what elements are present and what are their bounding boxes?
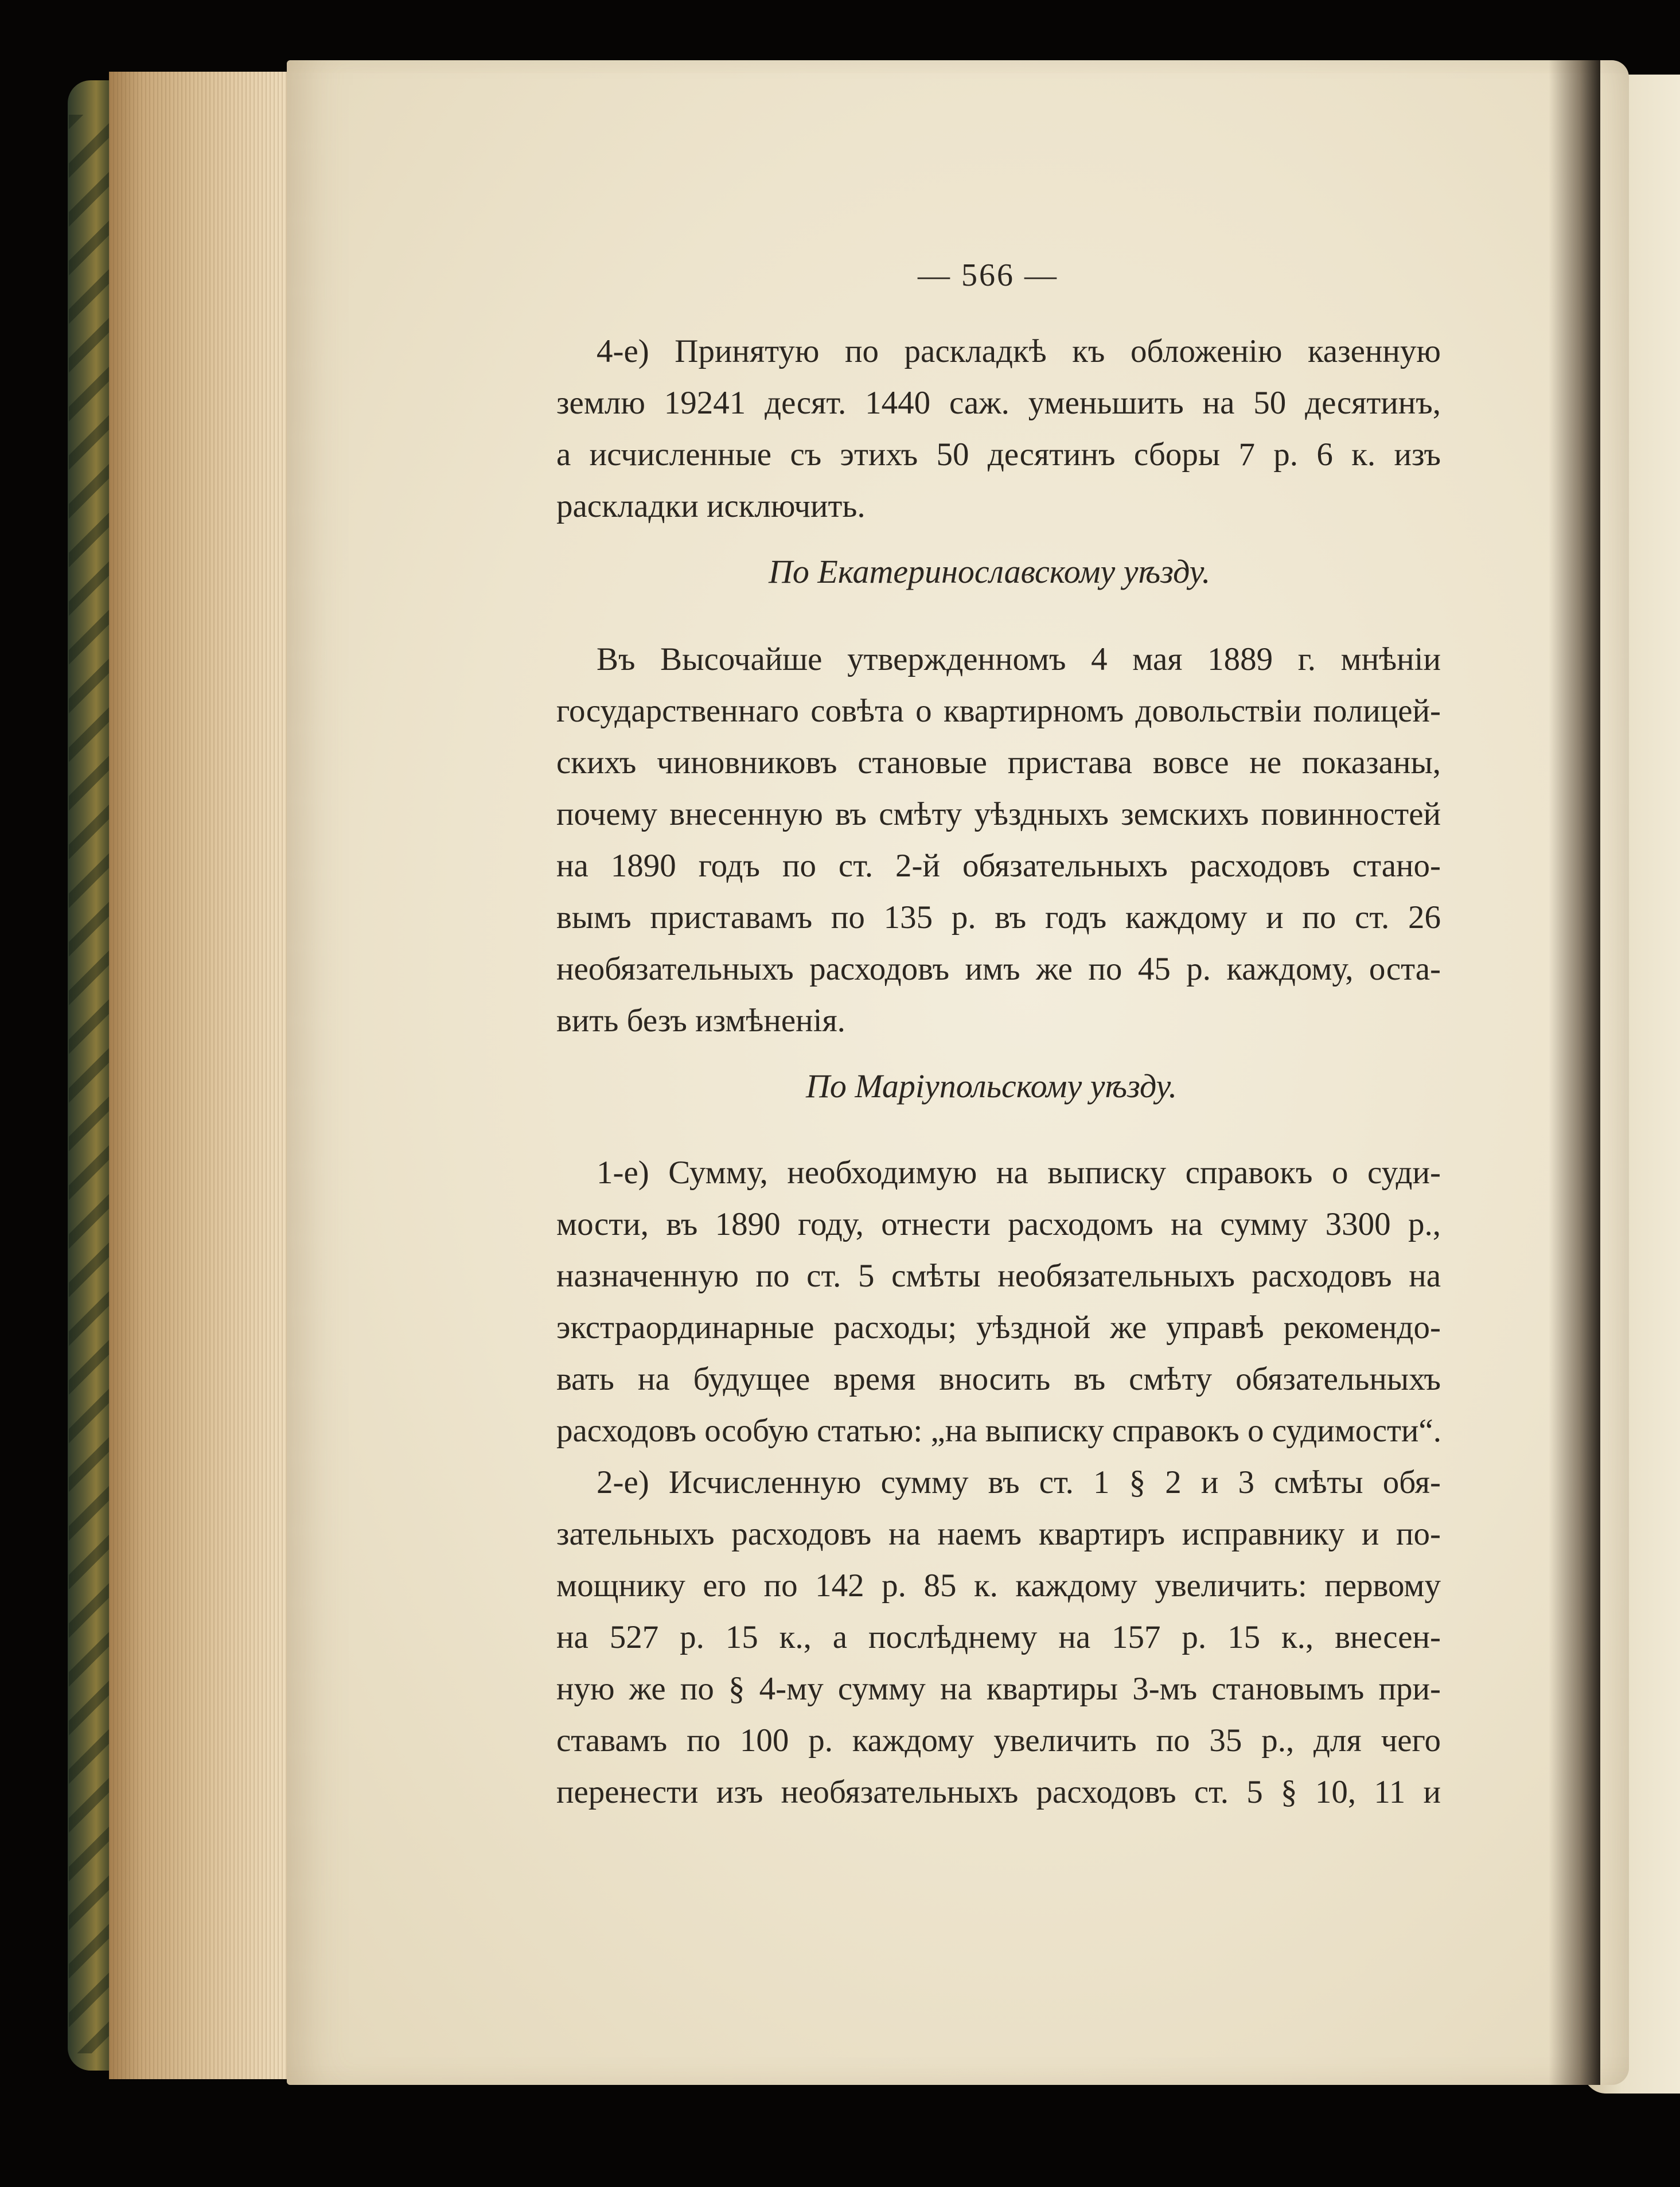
text-line: мощнику его по 142 р. 85 к. каждому увеличить: первому xyxy=(556,1568,1441,1604)
text-line: вымъ приставамъ по 135 р. въ годъ каждому и по ст. 26 xyxy=(556,899,1441,935)
text-line: расходовъ особую статью: „на выписку справокъ о судимости“. xyxy=(556,1413,1441,1449)
text-line: на 527 р. 15 к., а послѣднему на 157 р. 15 к., внесен- xyxy=(556,1619,1441,1655)
text-line: назначенную по ст. 5 смѣты необязательныхъ расходовъ на xyxy=(556,1258,1441,1294)
section-heading: По Екатеринославскому уѣзду. xyxy=(769,553,1211,590)
text-line: землю 19241 десят. 1440 саж. уменьшить на 50 десятинъ, xyxy=(556,385,1441,421)
text-line: перенести изъ необязательныхъ расходовъ ст. 5 § 10, 11 и xyxy=(556,1774,1441,1810)
text-line: 2-е) Исчисленную сумму въ ст. 1 § 2 и 3 смѣты обя- xyxy=(597,1464,1441,1500)
page-number: — 566 — xyxy=(918,258,1058,293)
text-line: почему внесенную въ смѣту уѣздныхъ земскихъ повинностей xyxy=(556,796,1441,832)
text-line: а исчисленные съ этихъ 50 десятинъ сборы 7 р. 6 к. изъ xyxy=(556,436,1441,473)
text-line: ную же по § 4-му сумму на квартиры 3-мъ становымъ при- xyxy=(556,1671,1441,1707)
text-line: мости, въ 1890 году, отнести расходомъ на сумму 3300 р., xyxy=(556,1206,1441,1242)
text-line: государственнаго совѣта о квартирномъ довольствіи полицей- xyxy=(556,693,1441,729)
text-line: вать на будущее время вносить въ смѣту обязательныхъ xyxy=(556,1361,1441,1397)
text-line: необязательныхъ расходовъ имъ же по 45 р. каждому, оста- xyxy=(556,951,1441,987)
text-line: 4-е) Принятую по раскладкѣ къ обложенію казенную xyxy=(597,333,1441,369)
text-line: экстраординарные расходы; уѣздной же управѣ рекомендо- xyxy=(556,1309,1441,1346)
text-line: на 1890 годъ по ст. 2-й обязательныхъ расходовъ стано- xyxy=(556,848,1441,884)
text-line: вить безъ измѣненія. xyxy=(556,1003,845,1039)
text-line: скихъ чиновниковъ становые пристава вовсе не показаны, xyxy=(556,744,1441,781)
text-line: 1-е) Сумму, необходимую на выписку справокъ о суди- xyxy=(597,1155,1441,1191)
text-line: зательныхъ расходовъ на наемъ квартиръ исправнику и по- xyxy=(556,1516,1441,1552)
text-line: ставамъ по 100 р. каждому увеличить по 35 р., для чего xyxy=(556,1722,1441,1759)
text-line: раскладки исключить. xyxy=(556,488,866,524)
section-heading: По Маріупольскому уѣзду. xyxy=(806,1067,1178,1105)
text-line: Въ Высочайше утвержденномъ 4 мая 1889 г. мнѣніи xyxy=(597,641,1441,677)
